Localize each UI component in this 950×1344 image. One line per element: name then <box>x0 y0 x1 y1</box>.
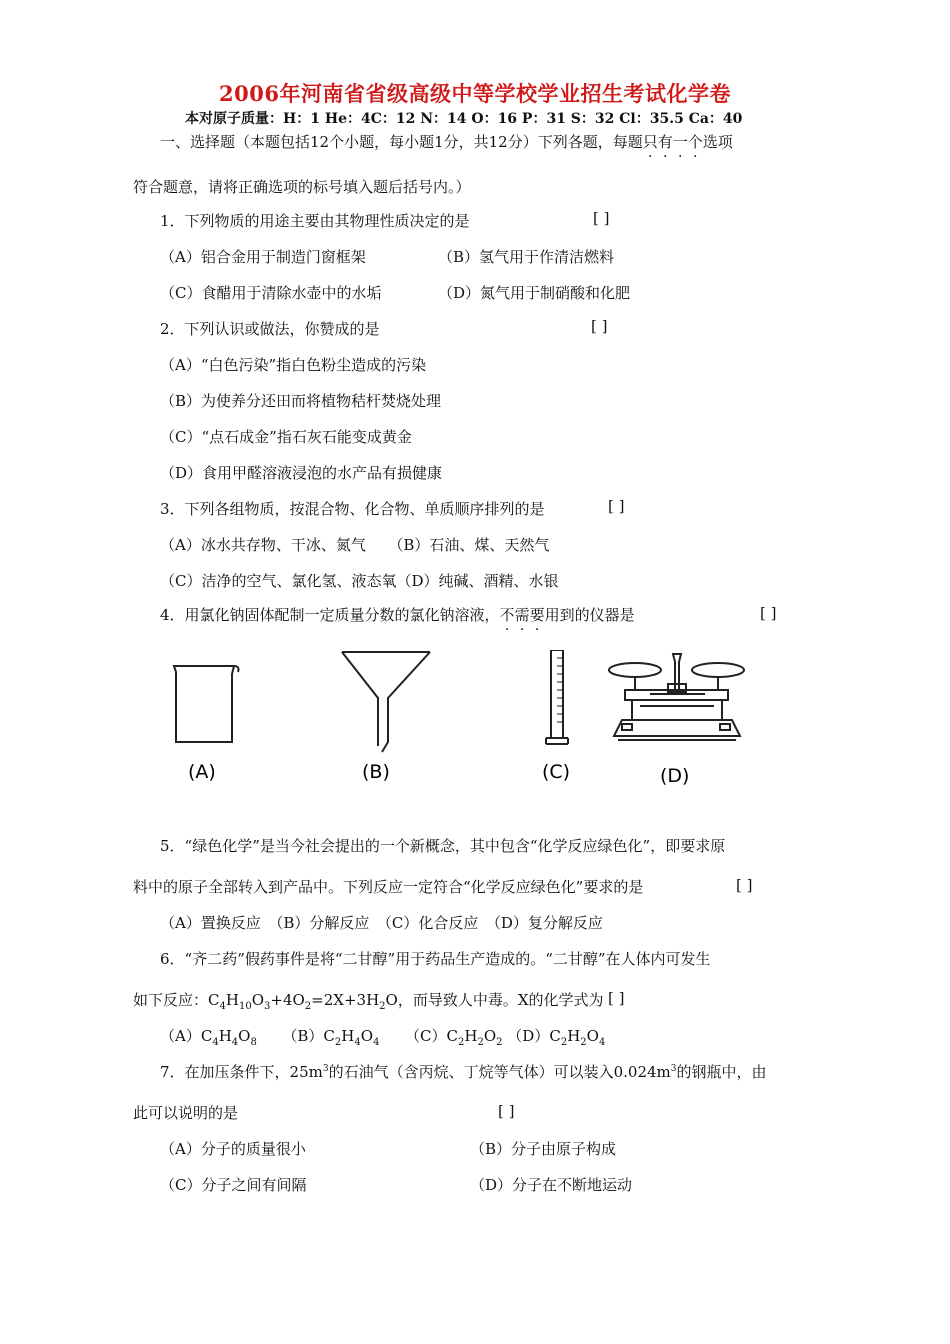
beaker-icon <box>174 666 239 742</box>
q7-option-a: （A）分子的质量很小 <box>160 1140 306 1158</box>
balance-scale-icon <box>609 654 744 740</box>
q3-stem: 3．下列各组物质，按混合物、化合物、单质顺序排列的是 <box>160 500 545 518</box>
graduated-cylinder-icon <box>546 650 568 744</box>
q2-option-d: （D）食用甲醛溶液浸泡的水产品有损健康 <box>160 464 443 482</box>
q2-option-c: （C）“点石成金”指石灰石能变成黄金 <box>160 428 412 446</box>
q2-option-a: （A）“白色污染”指白色粉尘造成的污染 <box>160 356 427 374</box>
q6-answer-bracket[interactable]: [ ] <box>608 989 625 1007</box>
q1-stem: 1．下列物质的用途主要由其物理性质决定的是 <box>160 212 470 230</box>
q4-label-a: (A) <box>188 761 216 783</box>
q5-options: （A）置换反应 （B）分解反应 （C）化合反应 （D）复分解反应 <box>160 914 603 932</box>
q6-line1: 6．“齐二药”假药事件是将“二甘醇”用于药品生产造成的。“二甘醇”在人体内可发生 <box>160 950 711 968</box>
q4-answer-bracket[interactable]: [ ] <box>760 604 777 622</box>
q7-answer-bracket[interactable]: [ ] <box>498 1102 515 1120</box>
q5-answer-bracket[interactable]: [ ] <box>736 876 753 894</box>
q4-label-c: (C) <box>542 761 571 783</box>
q7-line1: 7．在加压条件下，$25m^3$的石油气（含丙烷、丁烷等气体）可以装入$0.024m^3$的钢瓶中，由 <box>160 1063 767 1081</box>
q1-option-b: （B）氢气用于作清洁燃料 <box>438 248 615 266</box>
q1-option-c: （C）食醋用于清除水壶中的水垢 <box>160 284 382 302</box>
section-intro-line2: 符合题意，请将正确选项的标号填入题后括号内。） <box>133 178 471 196</box>
section-intro-line1: 一、选择题（本题包括12个小题，每小题1分，共12分）下列各题，每题只有一个选项 <box>160 133 733 151</box>
q1-option-a: （A）铝合金用于制造门窗框架 <box>160 248 366 266</box>
q4-apparatus-figure <box>160 650 780 815</box>
q5-line1: 5．“绿色化学”是当今社会提出的一个新概念，其中包含“化学反应绿色化”，即要求原 <box>160 837 726 855</box>
q3-options-ab: （A）冰水共存物、干冰、氮气 （B）石油、煤、天然气 <box>160 536 550 554</box>
q4-label-d: (D) <box>660 765 690 787</box>
exam-title: 2006年河南省省级高级中等学校学业招生考试化学卷 <box>219 81 731 106</box>
q5-line2: 料中的原子全部转入到产品中。下列反应一定符合“化学反应绿色化”要求的是 <box>133 878 644 896</box>
q3-options-cd: （C）洁净的空气、氯化氢、液态氧（D）纯碱、酒精、水银 <box>160 572 559 590</box>
atomic-masses: 本对原子质量：H：1 He：4C：12 N：14 O：16 P：31 S：32 Cl：35.5 Ca：40 <box>185 111 743 127</box>
q6-line2: 如下反应：$C_4H_{10}O_3+4O_2=2X+3H_2O$，而导致人中毒。X的化学式为 <box>133 991 604 1012</box>
q2-answer-bracket[interactable]: [ ] <box>591 317 608 335</box>
q4-label-b: (B) <box>362 761 390 783</box>
q7-option-c: （C）分子之间有间隔 <box>160 1176 307 1194</box>
q2-option-b: （B）为使养分还田而将植物秸杆焚烧处理 <box>160 392 442 410</box>
q1-answer-bracket[interactable]: [ ] <box>593 209 610 227</box>
q1-option-d: （D）氮气用于制硝酸和化肥 <box>438 284 631 302</box>
q4-stem: 4．用氯化钠固体配制一定质量分数的氯化钠溶液，不需要用到的仪器是 <box>160 606 635 624</box>
q7-option-b: （B）分子由原子构成 <box>470 1140 617 1158</box>
funnel-icon <box>342 652 430 752</box>
q2-stem: 2．下列认识或做法，你赞成的是 <box>160 320 380 338</box>
q6-options: $(A)C_4H_4O_8$ $(B)C_2H_4O_4$ $(C)C_2H_2O_2$ $(D)C_2H_2O_4$ <box>160 1027 606 1048</box>
q7-line2: 此可以说明的是 <box>133 1104 239 1122</box>
q3-answer-bracket[interactable]: [ ] <box>608 497 625 515</box>
q7-option-d: （D）分子在不断地运动 <box>470 1176 633 1194</box>
